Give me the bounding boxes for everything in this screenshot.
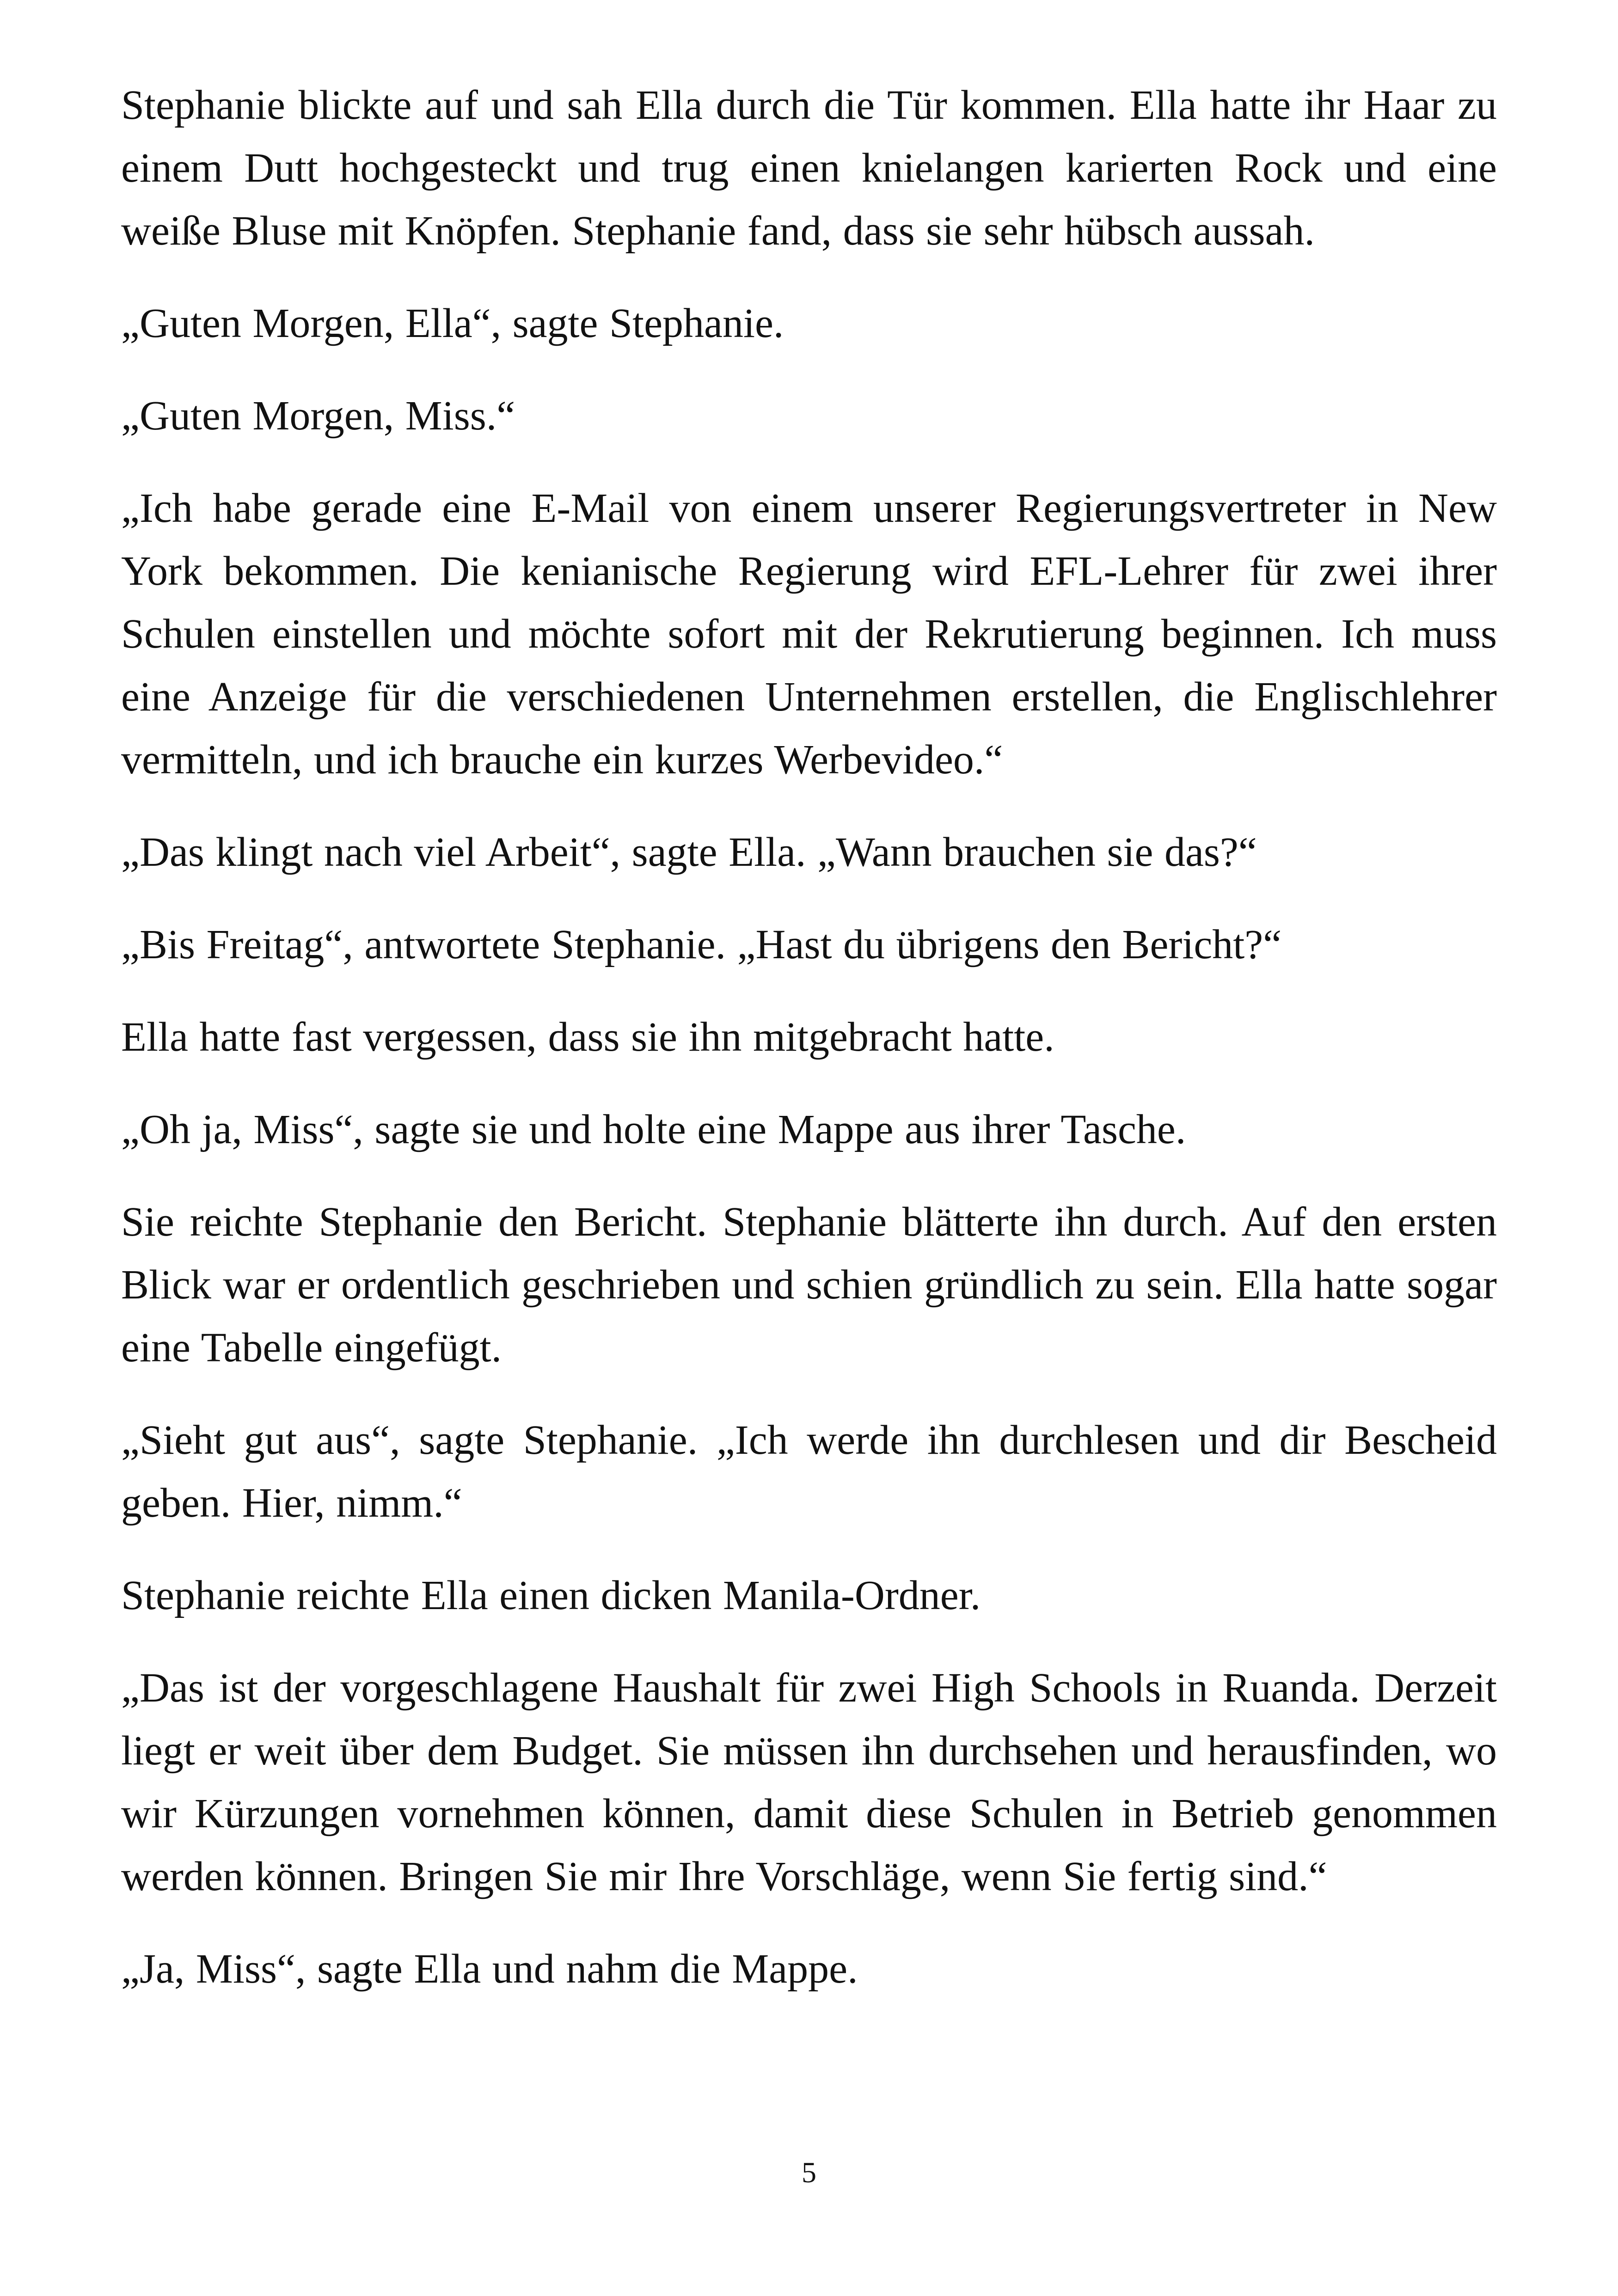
paragraph-1: Stephanie blickte auf und sah Ella durch die Tür kommen. Ella hatte ihr Haar zu einem Dutt hochgesteckt und trug einen knielangen karierten Rock und eine weiße Bluse mit Knöpfen. Stephanie fand, dass sie sehr hübsch aussah. [121, 82, 1497, 254]
paragraph-5: „Das klingt nach viel Arbeit“, sagte Ella. „Wann brauchen sie das?“ [121, 829, 1257, 875]
paragraph-3: „Guten Morgen, Miss.“ [121, 393, 515, 439]
page-number: 5 [802, 2156, 816, 2189]
paragraph-12: „Das ist der vorgeschlagene Haushalt für zwei High Schools in Ruanda. Derzeit liegt er weit über dem Budget. Sie müssen ihn durchsehen und herausfinden, wo wir Kürzungen vornehmen können, damit diese Schulen in Betrieb genommen werden können. Bringen Sie mir Ihre Vorschläge, wenn Sie fertig sind.“ [121, 1665, 1497, 1899]
paragraph-11: Stephanie reichte Ella einen dicken Manila-Ordner. [121, 1573, 981, 1618]
paragraph-6: „Bis Freitag“, antwortete Stephanie. „Hast du übrigens den Bericht?“ [121, 922, 1282, 967]
paragraph-7: Ella hatte fast vergessen, dass sie ihn mitgebracht hatte. [121, 1014, 1054, 1060]
paragraph-10: „Sieht gut aus“, sagte Stephanie. „Ich werde ihn durchlesen und dir Bescheid geben. Hier, nimm.“ [121, 1417, 1497, 1526]
paragraph-13: „Ja, Miss“, sagte Ella und nahm die Mappe. [121, 1946, 858, 1992]
text-body [121, 74, 1497, 2001]
paragraph-4: „Ich habe gerade eine E-Mail von einem unserer Regierungsvertreter in New York bekommen. Die kenianische Regierung wird EFL-Lehrer für zwei ihrer Schulen einstellen und möchte sofort mit der Rekrutierung beginnen. Ich muss eine Anzeige für die verschiedenen Unternehmen erstellen, die Englischlehrer vermitteln, und ich brauche ein kurzes Werbevideo.“ [121, 485, 1497, 783]
paragraph-9: Sie reichte Stephanie den Bericht. Stephanie blätterte ihn durch. Auf den ersten Blick war er ordentlich geschrieben und schien gründlich zu sein. Ella hatte sogar eine Tabelle eingefügt. [121, 1199, 1497, 1371]
paragraph-2: „Guten Morgen, Ella“, sagte Stephanie. [121, 300, 784, 346]
paragraph-8: „Oh ja, Miss“, sagte sie und holte eine Mappe aus ihrer Tasche. [121, 1107, 1186, 1152]
